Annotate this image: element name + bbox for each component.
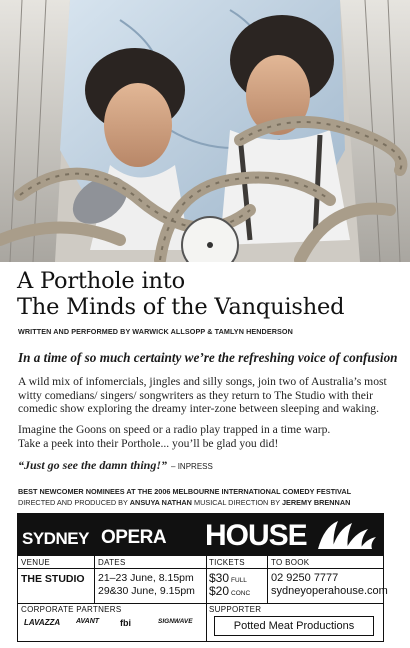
price-conc-note: CONC (231, 590, 251, 597)
price-conc (209, 585, 250, 600)
sydney-opera-house-banner (17, 513, 384, 555)
credits: WRITTEN AND PERFORMED BY WARWICK ALLSOPP & TAMLYN HENDERSON (18, 327, 293, 336)
grid-divider (18, 603, 383, 604)
grid-divider (18, 568, 383, 569)
dates-header: DATES (98, 558, 126, 567)
performers-photo (0, 0, 410, 262)
music-name: JEREMY BRENNAN (281, 498, 351, 507)
grid-divider (206, 556, 207, 603)
booking-phone[interactable]: 02 9250 7777 (271, 572, 339, 584)
price-full-note: FULL (231, 577, 247, 584)
venue-header: VENUE (21, 558, 51, 567)
show-title (17, 268, 397, 320)
partner-logo-avant: AVANT (76, 618, 100, 625)
date-line-1: 21–23 June, 8.15pm (98, 572, 194, 584)
title-line-1: A Porthole into (17, 268, 185, 294)
date-line-2: 29&30 June, 9.15pm (98, 585, 195, 597)
tagline: In a time of so much certainty we’re the refreshing voice of confusion (18, 350, 398, 365)
banner-word-opera: OPERA (101, 527, 167, 548)
event-info-grid (17, 555, 388, 642)
banner-word-house: HOUSE (205, 519, 307, 552)
teaser-paragraph (18, 423, 398, 450)
produced-label: DIRECTED AND PRODUCED BY (18, 498, 128, 507)
quote-text: “Just go see the damn thing!” (18, 458, 168, 472)
tickets-header: TICKETS (209, 558, 245, 567)
grid-divider (94, 556, 95, 603)
music-label: MUSICAL DIRECTION BY (193, 498, 280, 507)
booking-info (271, 572, 388, 598)
venue-name: THE STUDIO (21, 573, 85, 585)
grid-divider (206, 603, 207, 641)
price-conc-value: $20 (209, 584, 230, 598)
description-paragraph: A wild mix of infomercials, jingles and silly songs, join two of Australia’s most witty comedians/ singers/ songwriters as they return to The Studio with their comedic show exploring the dreamy inter-zone between sleeping and waking. (18, 375, 387, 416)
grid-divider (267, 556, 268, 603)
title-line-2: The Minds of the Vanquished (17, 294, 345, 320)
dates-list (98, 572, 195, 598)
quote-source: – INPRESS (171, 462, 213, 471)
partners-header: CORPORATE PARTNERS (21, 605, 122, 614)
opera-house-sails-icon (316, 519, 378, 551)
supporter-name: Potted Meat Productions (214, 616, 374, 636)
review-quote (18, 458, 213, 473)
direction-credits (18, 498, 350, 507)
produced-name: ANSUYA NATHAN (129, 498, 192, 507)
banner-word-sydney: SYDNEY (22, 529, 89, 548)
supporter-header: SUPPORTER (209, 605, 262, 614)
price-full-value: $30 (209, 571, 230, 585)
partner-logo-lavazza: LAVAZZA (24, 618, 61, 627)
partner-logo-signwave: SIGNWAVE (158, 618, 193, 625)
poster-photo (0, 0, 410, 262)
nominees-note: BEST NEWCOMER NOMINEES AT THE 2006 MELBOURNE INTERNATIONAL COMEDY FESTIVAL (18, 487, 352, 496)
to-book-header: TO BOOK (271, 558, 310, 567)
teaser-line-1: Imagine the Goons on speed or a radio play trapped in a time warp. (18, 423, 331, 436)
booking-website[interactable]: sydneyoperahouse.com (271, 585, 388, 597)
partner-logo-fbi: fbi (120, 618, 131, 628)
teaser-line-2: Take a peek into their Porthole... you’ll be glad you did! (18, 436, 279, 450)
